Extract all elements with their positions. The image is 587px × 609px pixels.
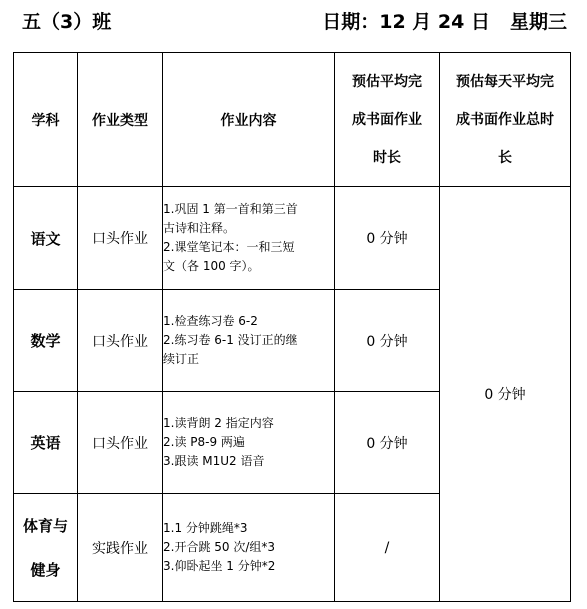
homework-type-cell: 口头作业 xyxy=(78,392,163,494)
column-header-type: 作业类型 xyxy=(78,53,163,187)
content-line: 2.练习卷 6-1 没订正的继 xyxy=(163,333,298,347)
content-line: 3.跟读 M1U2 语音 xyxy=(163,454,265,468)
content-line: 1.1 分钟跳绳*3 xyxy=(163,521,248,535)
content-line: 3.仰卧起坐 1 分钟*2 xyxy=(163,559,276,573)
homework-content-cell xyxy=(163,290,335,392)
column-header-avg-time-line: 时长 xyxy=(373,149,401,166)
table-row-chinese xyxy=(14,187,571,290)
content-line: 2.开合跳 50 次/组*3 xyxy=(163,540,276,554)
content-line: 古诗和注释。 xyxy=(163,221,236,235)
subject-line: 健身 xyxy=(30,560,61,579)
subject-cell: 语文 xyxy=(14,187,78,290)
subject-line: 体育与 xyxy=(22,516,68,535)
avg-time-cell: 0 分钟 xyxy=(335,187,440,290)
weekday-text: 星期三 xyxy=(509,11,567,33)
avg-time-cell: / xyxy=(335,494,440,602)
daily-total-cell: 0 分钟 xyxy=(440,187,571,602)
content-line: 续订正 xyxy=(163,352,200,366)
column-header-avg-time xyxy=(335,53,440,187)
column-header-subject: 学科 xyxy=(14,53,78,187)
column-header-avg-time-line: 预估平均完 xyxy=(352,73,422,90)
class-title: 五（3）班 xyxy=(22,11,112,33)
column-header-daily-total-line: 成书面作业总时 xyxy=(456,111,554,128)
page-header xyxy=(0,8,587,38)
subject-cell xyxy=(14,494,78,602)
date-line xyxy=(322,8,567,36)
content-line: 1.巩固 1 第一首和第三首 xyxy=(163,202,298,216)
content-line: 文（各 100 字）。 xyxy=(163,259,260,273)
subject-cell: 数学 xyxy=(14,290,78,392)
homework-type-cell: 口头作业 xyxy=(78,290,163,392)
homework-content-cell xyxy=(163,392,335,494)
content-line: 2.课堂笔记本：一和三短 xyxy=(163,240,295,254)
date-text: 日期：12 月 24 日 xyxy=(322,11,490,33)
avg-time-cell: 0 分钟 xyxy=(335,392,440,494)
column-header-content: 作业内容 xyxy=(163,53,335,187)
homework-table xyxy=(13,52,571,602)
homework-content-cell xyxy=(163,187,335,290)
homework-content-cell xyxy=(163,494,335,602)
column-header-daily-total xyxy=(440,53,571,187)
table-header-row xyxy=(14,53,571,187)
content-line: 2.读 P8-9 两遍 xyxy=(163,435,245,449)
content-line: 1.读背朗 2 指定内容 xyxy=(163,416,274,430)
avg-time-cell: 0 分钟 xyxy=(335,290,440,392)
column-header-daily-total-line: 预估每天平均完 xyxy=(456,73,554,90)
column-header-avg-time-line: 成书面作业 xyxy=(352,111,422,128)
homework-type-cell: 实践作业 xyxy=(78,494,163,602)
column-header-daily-total-line: 长 xyxy=(498,149,512,166)
content-line: 1.检查练习卷 6-2 xyxy=(163,314,258,328)
subject-cell: 英语 xyxy=(14,392,78,494)
homework-type-cell: 口头作业 xyxy=(78,187,163,290)
